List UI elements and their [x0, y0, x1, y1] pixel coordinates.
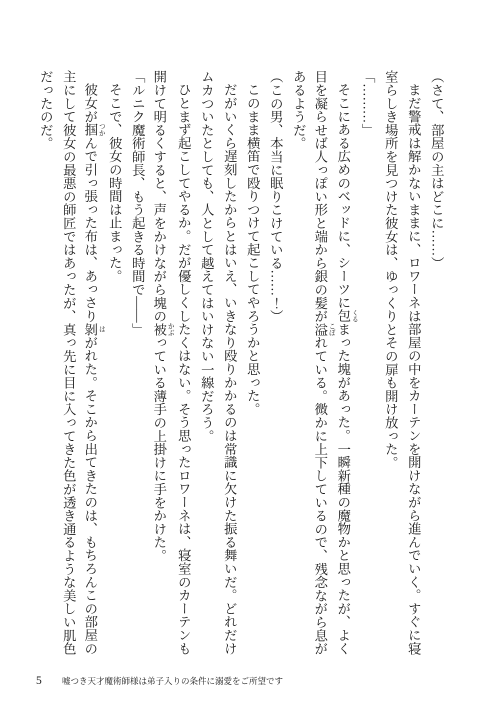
ruby-word [312, 322, 335, 337]
ruby-base: 包 [335, 309, 351, 323]
text-run: 主にして彼女の最悪の師匠ではあったが、真っ先に目に入ってきた色が透き通るような美しい肌色 [61, 70, 77, 656]
body-text [35, 70, 449, 658]
text-run: だったのだ。 [38, 70, 54, 150]
page-number: 5 [36, 675, 42, 687]
text-run: 室らしき場所を見つけた彼女は、ゆっくりとその扉も開け放った。 [383, 70, 399, 469]
ruby-annotation: こぼ [327, 322, 335, 336]
text-run: んで引っ張った布は、あっさり [82, 136, 98, 323]
text-column [219, 70, 242, 658]
text-column [403, 70, 426, 658]
ruby-word [82, 322, 105, 337]
text-run: （さて、部屋の主はどこに……） [429, 70, 445, 270]
text-column [104, 70, 127, 658]
text-run: そこで、彼女の時間は止まった。 [107, 83, 123, 283]
ruby-annotation: くる [350, 309, 358, 323]
text-column [58, 70, 81, 658]
text-run: （この男、本当に眠りこけている……！） [268, 70, 284, 323]
text-run: そこにある広めのベッドに、シーツに [335, 83, 351, 310]
text-run: だがいくら遅刻したからとはいえ、いきなり殴りかかるのは常識に欠けた振る舞いだ。どれだけ [222, 83, 238, 656]
text-column [173, 70, 196, 658]
ruby-annotation: つか [97, 123, 105, 137]
text-run: 「………」 [360, 70, 376, 137]
text-run: がれた。そこから出てきたのは、もちろんこの部屋の [82, 336, 98, 656]
text-run: まだ警戒は解かないままに、ロワーネは部屋の中をカーテンを開けながら進んでいく。すぐに寝 [406, 83, 422, 656]
text-run: ムカついたとしても、人として越えてはいけない一線だろう。 [199, 70, 215, 443]
text-run: あるようだ。 [291, 70, 307, 150]
ruby-word [151, 322, 174, 337]
text-column [426, 70, 449, 658]
ruby-base: 剝 [82, 322, 98, 337]
ruby-annotation: かぶ [166, 322, 174, 336]
text-run: このまま横笛で殴りつけて起こしてやろうかと思った。 [245, 83, 261, 416]
text-column [334, 70, 357, 658]
ruby-word [82, 123, 105, 137]
text-column [265, 70, 288, 658]
text-run: ひとまず起こしてやるか。だが優しくしたくはない。そう思ったロワーネは、寝室のカーテンも [176, 83, 192, 656]
text-run: 「ルニク魔術師長、もう起きる時間で――」 [130, 70, 146, 336]
text-run: まった塊があった。一瞬新種の魔物かと思ったが、よく [335, 322, 351, 656]
running-title: 嘘つき天才魔術師様は弟子入りの条件に溺愛をご所望です [62, 676, 284, 686]
text-run: 彼女が [82, 83, 98, 124]
text-run: れている。微かに上下しているので、残念ながら息が [312, 336, 328, 656]
text-run: 目を凝らせば人っぽい形と端から銀の髪が [312, 70, 328, 323]
text-column [242, 70, 265, 658]
ruby-base: 掴 [82, 123, 98, 137]
ruby-annotation: は [97, 322, 105, 337]
ruby-base: 溢 [312, 322, 328, 337]
text-run: 開けて明るくすると、声をかけながら塊の [151, 70, 167, 323]
ruby-word [335, 309, 358, 323]
ruby-base: 被 [151, 322, 167, 337]
text-run: っている薄手の上掛けに手をかけた。 [151, 336, 167, 563]
